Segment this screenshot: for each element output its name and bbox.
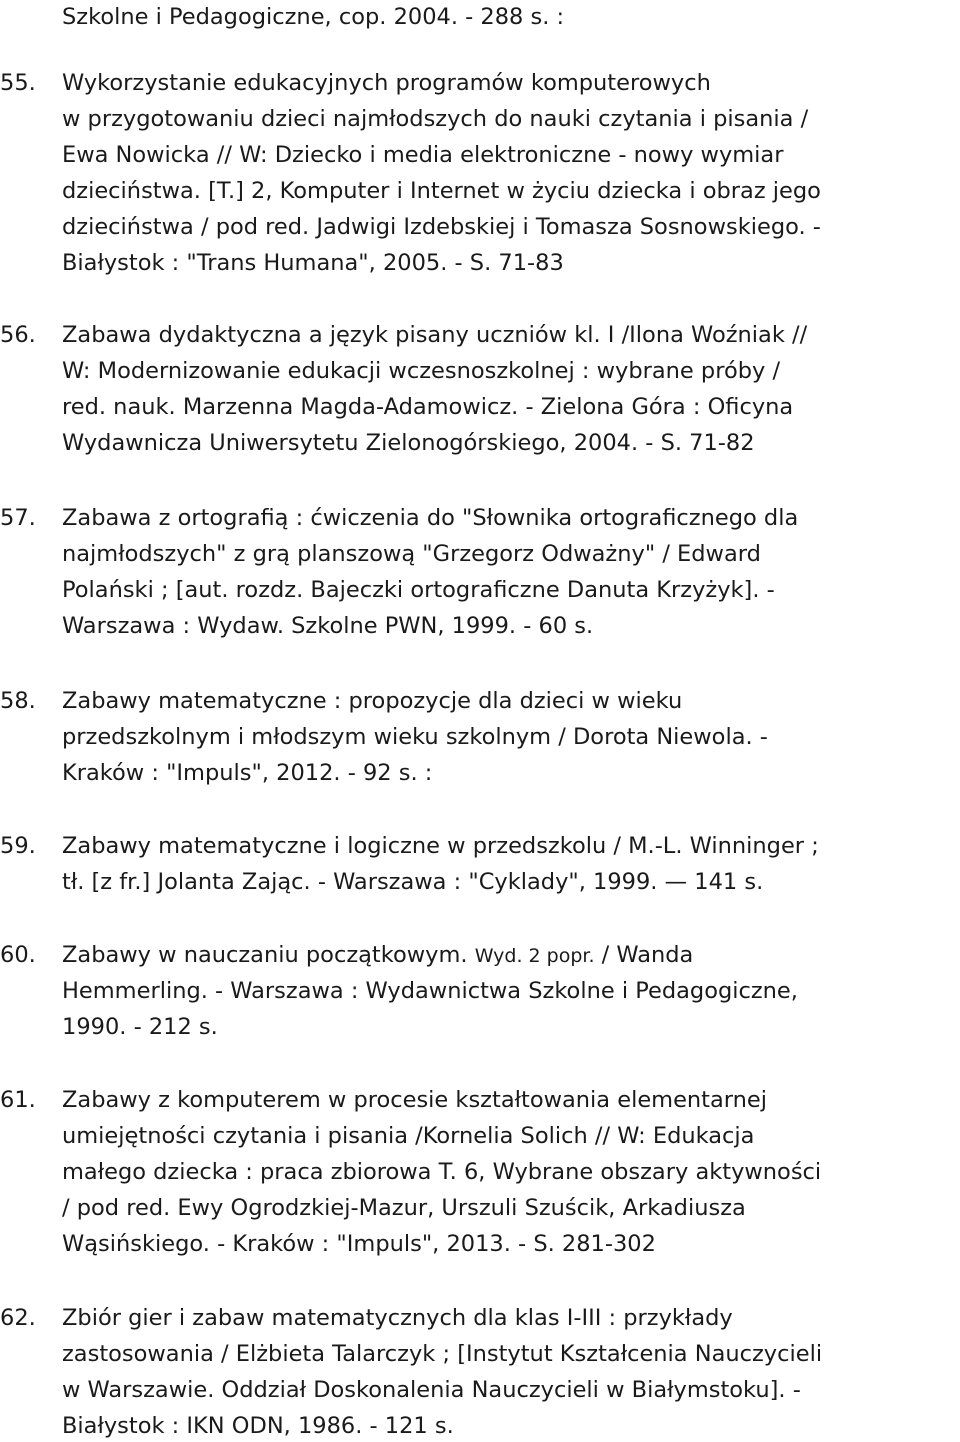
- entry-line: Kraków : "Impuls", 2012. - 92 s. :: [62, 760, 433, 786]
- entry-number: 56.: [0, 322, 36, 348]
- entry-line: Wąsińskiego. - Kraków : "Impuls", 2013. - S. 281-302: [62, 1231, 656, 1257]
- entry-line: dzieciństwa. [T.] 2, Komputer i Internet w życiu dziecka i obraz jego: [62, 178, 821, 204]
- entry-line: tł. [z fr.] Jolanta Zając. - Warszawa : "Cyklady", 1999. — 141 s.: [62, 869, 764, 895]
- entry-line: w przygotowaniu dzieci najmłodszych do nauki czytania i pisania /: [62, 106, 809, 132]
- entry-line: Warszawa : Wydaw. Szkolne PWN, 1999. - 60 s.: [62, 613, 594, 639]
- entry-number: 57.: [0, 505, 36, 531]
- entry-number: 58.: [0, 688, 36, 714]
- entry-line: Polański ; [aut. rozdz. Bajeczki ortograficzne Danuta Krzyżyk]. -: [62, 577, 775, 603]
- entry-line-mixed: [62, 940, 693, 971]
- entry-line: Zabawa dydaktyczna a język pisany uczniów kl. I /Ilona Woźniak //: [62, 322, 808, 348]
- entry-line: / pod red. Ewy Ogrodzkiej-Mazur, Urszuli Szuścik, Arkadiusza: [62, 1195, 746, 1221]
- entry-line: Białystok : "Trans Humana", 2005. - S. 71-83: [62, 250, 564, 276]
- entry-line: W: Modernizowanie edukacji wczesnoszkolnej : wybrane próby /: [62, 358, 781, 384]
- entry-author-part: / Wanda: [601, 942, 694, 968]
- entry-line: Wykorzystanie edukacyjnych programów komputerowych: [62, 70, 711, 96]
- entry-line: najmłodszych" z grą planszową "Grzegorz Odważny" / Edward: [62, 541, 761, 567]
- entry-number: 62.: [0, 1305, 36, 1331]
- entry-line: Białystok : IKN ODN, 1986. - 121 s.: [62, 1413, 454, 1439]
- entry-line: Ewa Nowicka // W: Dziecko i media elektroniczne - nowy wymiar: [62, 142, 784, 168]
- entry-line: Zbiór gier i zabaw matematycznych dla klas I-III : przykłady: [62, 1305, 733, 1331]
- entry-line: dzieciństwa / pod red. Jadwigi Izdebskiej i Tomasza Sosnowskiego. -: [62, 214, 821, 240]
- entry-line: 1990. - 212 s.: [62, 1014, 218, 1040]
- continued-fragment: Szkolne i Pedagogiczne, cop. 2004. - 288 s. :: [62, 4, 565, 30]
- entry-line: Hemmerling. - Warszawa : Wydawnictwa Szkolne i Pedagogiczne,: [62, 978, 798, 1004]
- entry-line: zastosowania / Elżbieta Talarczyk ; [Instytut Kształcenia Nauczycieli: [62, 1341, 823, 1367]
- entry-line: przedszkolnym i młodszym wieku szkolnym / Dorota Niewola. -: [62, 724, 768, 750]
- entry-line: Zabawy matematyczne i logiczne w przedszkolu / M.-L. Winninger ;: [62, 833, 819, 859]
- entry-number: 55.: [0, 70, 36, 96]
- entry-line: małego dziecka : praca zbiorowa T. 6, Wybrane obszary aktywności: [62, 1159, 822, 1185]
- entry-title-part: Zabawy w nauczaniu początkowym.: [62, 942, 468, 968]
- entry-line: w Warszawie. Oddział Doskonalenia Nauczycieli w Białymstoku]. -: [62, 1377, 801, 1403]
- entry-number: 60.: [0, 942, 36, 968]
- entry-line: Zabawa z ortografią : ćwiczenia do "Słownika ortograficznego dla: [62, 505, 799, 531]
- entry-line: umiejętności czytania i pisania /Kornelia Solich // W: Edukacja: [62, 1123, 755, 1149]
- entry-line: red. nauk. Marzenna Magda-Adamowicz. - Zielona Góra : Oficyna: [62, 394, 794, 420]
- entry-line: Zabawy matematyczne : propozycje dla dzieci w wieku: [62, 688, 683, 714]
- entry-number: 61.: [0, 1087, 36, 1113]
- edition-note: Wyd. 2 popr.: [474, 945, 595, 967]
- entry-line: Zabawy z komputerem w procesie kształtowania elementarnej: [62, 1087, 768, 1113]
- entry-line: Wydawnicza Uniwersytetu Zielonogórskiego, 2004. - S. 71-82: [62, 430, 755, 456]
- entry-number: 59.: [0, 833, 36, 859]
